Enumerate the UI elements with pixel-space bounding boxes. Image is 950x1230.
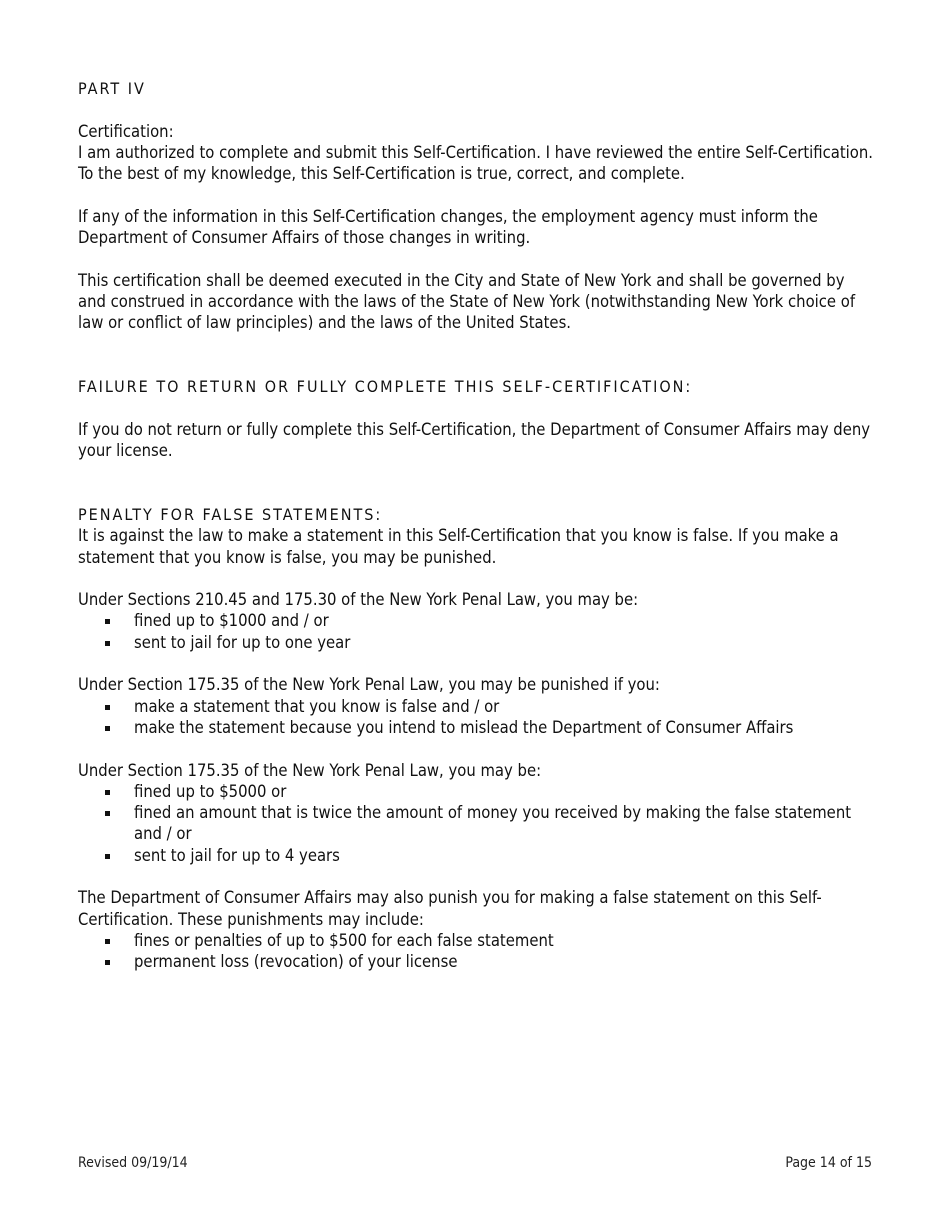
penalty-group-2-lead: Under Section 175.35 of the New York Penal Law, you may be punished if you: (78, 675, 660, 695)
penalty-group-3-list (78, 781, 874, 866)
footer-page-number: Page 14 of 15 (785, 1155, 872, 1171)
penalty-heading: PENALTY FOR FALSE STATEMENTS: (78, 504, 383, 524)
certification-paragraph-1: I am authorized to complete and submit this Self-Certification. I have reviewed the entire Self-Certification. To the best of my knowledge, this Self-Certification is true, correct, and complete. (78, 142, 874, 184)
penalty-intro: It is against the law to make a statement in this Self-Certification that you know is false. If you make a statement that you know is false, you may be punished. (78, 526, 839, 567)
list-item: fined up to $5000 or (78, 781, 874, 802)
list-item: sent to jail for up to one year (78, 632, 874, 653)
penalty-group-4-lead: The Department of Consumer Affairs may also punish you for making a false statement on this Self-Certification. These punishments may include: (78, 888, 822, 929)
list-item: fined up to $1000 and / or (78, 610, 874, 631)
list-item: fined an amount that is twice the amount of money you received by making the false statement and / or (78, 802, 874, 845)
penalty-group-4-list (78, 930, 874, 973)
failure-heading: FAILURE TO RETURN OR FULLY COMPLETE THIS SELF-CERTIFICATION: (78, 377, 693, 397)
penalty-group-1-lead: Under Sections 210.45 and 175.30 of the New York Penal Law, you may be: (78, 590, 639, 610)
list-item: permanent loss (revocation) of your license (78, 951, 874, 972)
list-item: fines or penalties of up to $500 for each false statement (78, 930, 874, 951)
list-item: make a statement that you know is false and / or (78, 696, 874, 717)
penalty-group-1-list (78, 610, 874, 653)
certification-paragraph-3: This certification shall be deemed executed in the City and State of New York and shall be governed by and construed in accordance with the laws of the State of New York (notwithstanding New York choice of law or conflict of law principles) and the laws of the United States. (78, 270, 856, 333)
footer-revised-date: Revised 09/19/14 (78, 1155, 188, 1171)
penalty-group-2-list (78, 696, 874, 739)
part-title: PART IV (78, 79, 146, 98)
document-page (78, 78, 874, 972)
failure-text: If you do not return or fully complete this Self-Certification, the Department of Consumer Affairs may deny your license. (78, 419, 871, 461)
certification-paragraph-2: If any of the information in this Self-Certification changes, the employment agency must inform the Department of Consumer Affairs of those changes in writing. (78, 206, 818, 248)
list-item: make the statement because you intend to mislead the Department of Consumer Affairs (78, 717, 874, 738)
certification-label: Certification: (78, 121, 174, 141)
penalty-group-3-lead: Under Section 175.35 of the New York Penal Law, you may be: (78, 760, 542, 780)
list-item: sent to jail for up to 4 years (78, 845, 874, 866)
